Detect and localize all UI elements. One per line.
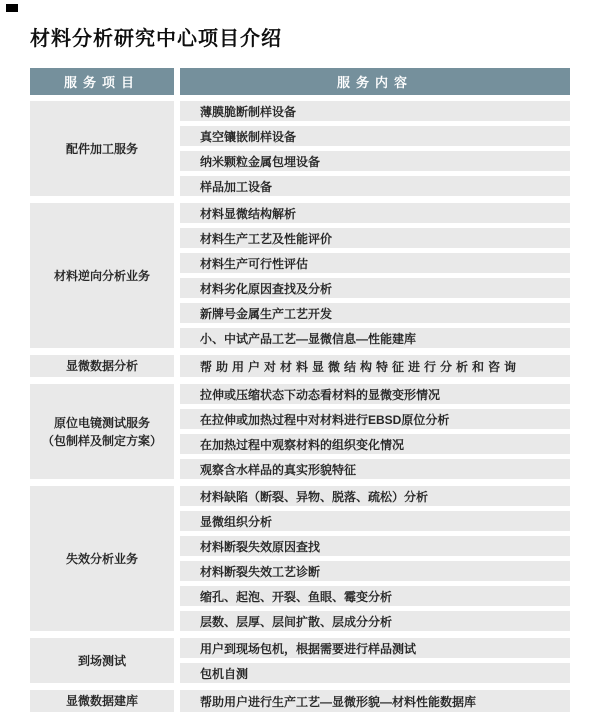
page-title: 材料分析研究中心项目介绍 bbox=[30, 28, 282, 50]
service-content-row: 观察含水样品的真实形貌特征 bbox=[180, 459, 570, 479]
service-content-row: 帮助用户对材料显微结构特征进行分析和咨询 bbox=[180, 355, 570, 377]
service-content-row: 材料生产工艺及性能评价 bbox=[180, 228, 570, 248]
service-content-row: 材料生产可行性评估 bbox=[180, 253, 570, 273]
table-body bbox=[30, 101, 570, 712]
service-item-cell bbox=[30, 486, 174, 631]
service-item-cell bbox=[30, 690, 174, 712]
service-item-label: 显微数据分析 bbox=[65, 359, 138, 373]
service-content-row: 缩孔、起泡、开裂、鱼眼、霉变分析 bbox=[180, 586, 570, 606]
service-content-row: 小、中试产品工艺—显微信息—性能建库 bbox=[180, 328, 570, 348]
service-content-row: 材料劣化原因查找及分析 bbox=[180, 278, 570, 298]
service-item-cell bbox=[30, 355, 174, 377]
service-content-row: 薄膜脆断制样设备 bbox=[180, 101, 570, 121]
section-insitu-sem-testing bbox=[30, 384, 570, 479]
service-item-label: 材料逆向分析业务 bbox=[53, 268, 150, 283]
service-content-column bbox=[180, 690, 570, 712]
service-content-row: 拉伸或压缩状态下动态看材料的显微变形情况 bbox=[180, 384, 570, 404]
service-content-column bbox=[180, 355, 570, 377]
service-content-row: 纳米颗粒金属包埋设备 bbox=[180, 151, 570, 171]
service-content-column bbox=[180, 486, 570, 631]
section-micro-database bbox=[30, 690, 570, 712]
service-item-cell bbox=[30, 638, 174, 683]
service-content-row: 在拉伸或加热过程中对材料进行EBSD原位分析 bbox=[180, 409, 570, 429]
service-item-label: 失效分析业务 bbox=[65, 551, 138, 566]
service-content-row: 用户到现场包机，根据需要进行样品测试 bbox=[180, 638, 570, 658]
service-content-row: 在加热过程中观察材料的组织变化情况 bbox=[180, 434, 570, 454]
service-content-row: 材料缺陷（断裂、异物、脱落、疏松）分析 bbox=[180, 486, 570, 506]
service-content-column bbox=[180, 384, 570, 479]
section-onsite-testing bbox=[30, 638, 570, 683]
service-item-cell bbox=[30, 203, 174, 348]
service-content-row: 材料显微结构解析 bbox=[180, 203, 570, 223]
service-content-row: 层数、层厚、层间扩散、层成分分析 bbox=[180, 611, 570, 631]
service-content-column bbox=[180, 101, 570, 196]
service-content-row: 显微组织分析 bbox=[180, 511, 570, 531]
header-service-content: 服务内容 bbox=[180, 68, 570, 95]
corner-mark bbox=[6, 4, 18, 12]
service-content-row: 包机自测 bbox=[180, 663, 570, 683]
service-content-row: 新牌号金属生产工艺开发 bbox=[180, 303, 570, 323]
service-item-cell bbox=[30, 101, 174, 196]
service-content-row: 材料断裂失效原因查找 bbox=[180, 536, 570, 556]
service-content-column bbox=[180, 203, 570, 348]
service-item-label: 显微数据建库 bbox=[65, 694, 138, 708]
section-parts-processing bbox=[30, 101, 570, 196]
service-content-row: 样品加工设备 bbox=[180, 176, 570, 196]
table-header-row bbox=[30, 68, 570, 95]
service-content-row: 材料断裂失效工艺诊断 bbox=[180, 561, 570, 581]
service-item-label: 到场测试 bbox=[77, 653, 126, 668]
section-reverse-analysis bbox=[30, 203, 570, 348]
service-item-label: 原位电镜测试服务 bbox=[53, 415, 150, 430]
service-content-row: 帮助用户进行生产工艺—显微形貌—材料性能数据库 bbox=[180, 690, 570, 712]
service-item-label-line2: （包制样及制定方案） bbox=[41, 433, 162, 448]
service-content-row: 真空镶嵌制样设备 bbox=[180, 126, 570, 146]
header-service-item: 服务项目 bbox=[30, 68, 174, 95]
service-item-cell bbox=[30, 384, 174, 479]
section-micro-data-analysis bbox=[30, 355, 570, 377]
service-item-label: 配件加工服务 bbox=[65, 141, 138, 156]
section-failure-analysis bbox=[30, 486, 570, 631]
service-content-column bbox=[180, 638, 570, 683]
